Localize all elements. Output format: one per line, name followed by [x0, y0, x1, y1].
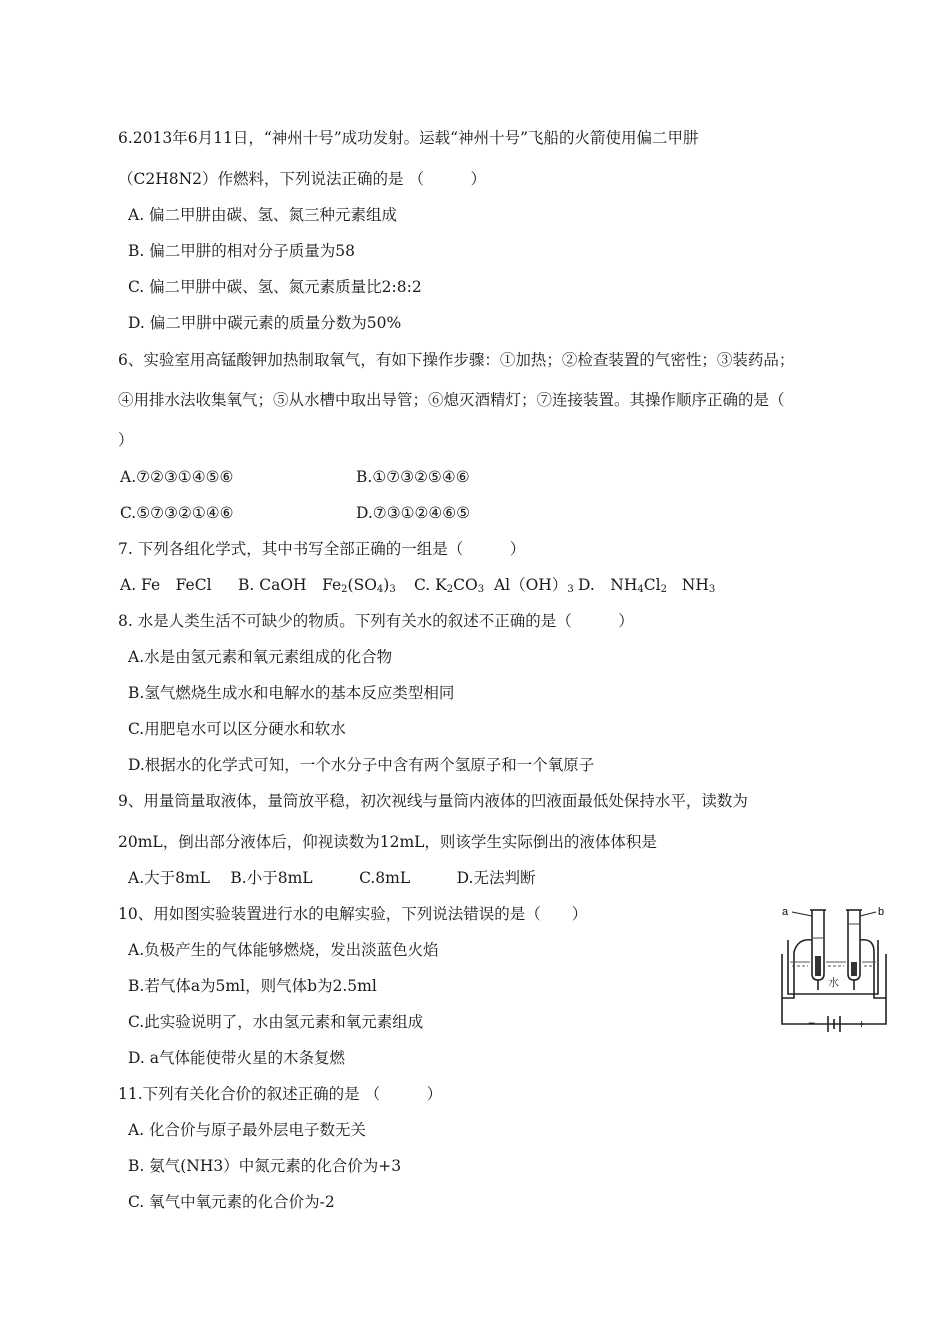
q11-option-b: B. 氨气(NH3）中氮元素的化合价为+3 [128, 1157, 402, 1175]
q10-option-b: B.若气体a为5ml，则气体b为2.5ml [128, 977, 377, 995]
q6a-option-b: B. 偏二甲肼的相对分子质量为58 [128, 242, 355, 260]
figure-label-a: a [782, 906, 789, 918]
q7-option-b: B. CaOH $Fe_2(SO_4)_3$ [238, 576, 396, 595]
q8-stem: 8. 水是人类生活不可缺少的物质。下列有关水的叙述不正确的是（ ） [118, 612, 634, 630]
q6b-stem-line2: ④用排水法收集氧气；⑤从水槽中取出导管；⑥熄灭酒精灯；⑦连接装置。其操作顺序正确的是（ [118, 391, 785, 409]
q10-option-c: C.此实验说明了，水由氢元素和氧元素组成 [128, 1013, 424, 1031]
figure-label-water: 水 [828, 976, 839, 989]
q6b-option-a: A.⑦②③①④⑤⑥ [120, 468, 234, 486]
q6a-stem-line2: （C2H8N2）作燃料，下列说法正确的是 （ ） [118, 170, 486, 188]
q11-stem: 11.下列有关化合价的叙述正确的是 （ ） [118, 1085, 443, 1103]
figure-label-minus: − [808, 1016, 816, 1030]
q11-option-a: A. 化合价与原子最外层电子数无关 [128, 1121, 367, 1139]
q8-option-b: B.氢气燃烧生成水和电解水的基本反应类型相同 [128, 684, 455, 702]
q7-stem: 7. 下列各组化学式，其中书写全部正确的一组是（ ） [118, 540, 526, 558]
q7-option-d: D. $NH_4Cl_2$ $NH_3$ [578, 576, 716, 595]
q6b-stem-line3: ） [118, 431, 134, 449]
q6a-stem-line1: 6.2013年6月11日，“神州十号”成功发射。运载“神州十号”飞船的火箭使用偏二甲肼 [118, 129, 699, 147]
q6a-option-d: D. 偏二甲肼中碳元素的质量分数为50% [128, 314, 402, 332]
q10-option-d: D. a气体能使带火星的木条复燃 [128, 1049, 345, 1067]
q7-option-c: C. $K_2CO_3$ $Al(OH)_3$ [414, 576, 574, 595]
figure-label-b: b [878, 906, 885, 918]
q6a-option-a: A. 偏二甲肼由碳、氢、氮三种元素组成 [128, 206, 398, 224]
electrolysis-apparatus-figure [778, 898, 890, 1032]
q6b-option-c: C.⑤⑦③②①④⑥ [120, 504, 234, 522]
q9-stem-line1: 9、用量筒量取液体，量筒放平稳，初次视线与量筒内液体的凹液面最低处保持水平，读数为 [118, 792, 748, 810]
q6b-option-d: D.⑦③①②④⑥⑤ [356, 504, 471, 522]
figure-label-plus: + [858, 1017, 866, 1031]
q8-option-a: A.水是由氢元素和氧元素组成的化合物 [128, 648, 393, 666]
q6b-stem-line1: 6、实验室用高锰酸钾加热制取氧气，有如下操作步骤：①加热；②检查装置的气密性；③装药品； [118, 351, 795, 369]
q6b-option-b: B.①⑦③②⑤④⑥ [356, 468, 470, 486]
q9-stem-line2: 20mL，倒出部分液体后，仰视读数为12mL，则该学生实际倒出的液体体积是 [118, 833, 657, 851]
q8-option-c: C.用肥皂水可以区分硬水和软水 [128, 720, 346, 738]
electrolysis-diagram [778, 898, 890, 1032]
q9-options: A.大于8mL B.小于8mL C.8mL D.无法判断 [128, 869, 536, 887]
q11-option-c: C. 氧气中氧元素的化合价为-2 [128, 1193, 335, 1211]
q8-option-d: D.根据水的化学式可知，一个水分子中含有两个氢原子和一个氧原子 [128, 756, 595, 774]
q10-stem: 10、用如图实验装置进行水的电解实验，下列说法错误的是（ ） [118, 905, 588, 923]
q6a-option-c: C. 偏二甲肼中碳、氢、氮元素质量比2:8:2 [128, 278, 422, 296]
q10-option-a: A.负极产生的气体能够燃烧，发出淡蓝色火焰 [128, 941, 439, 959]
q7-option-a: A. Fe FeCl [120, 576, 212, 594]
